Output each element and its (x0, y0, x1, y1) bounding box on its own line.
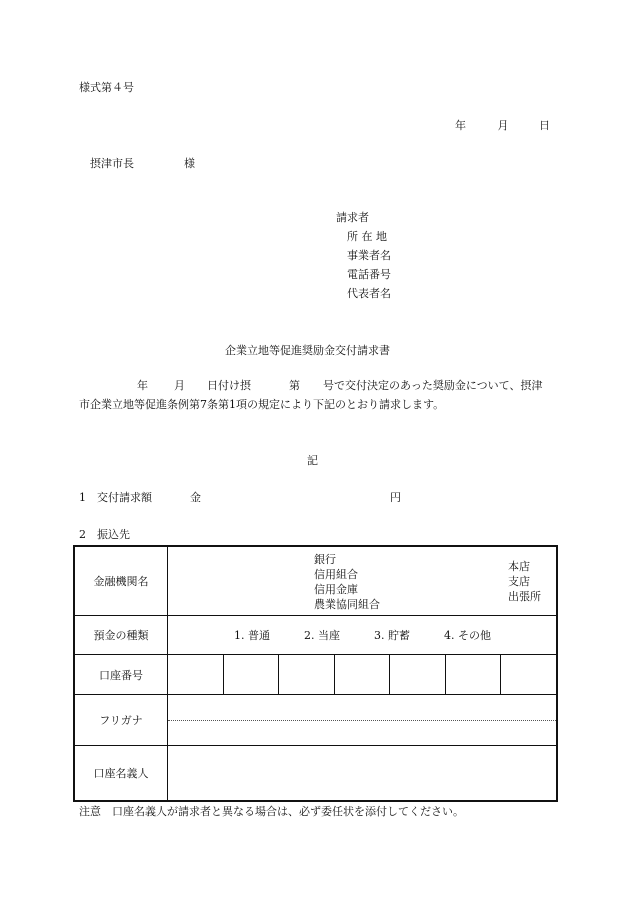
bank-type-bank: 銀行 (314, 553, 336, 566)
requester-representative: 代表者名 (347, 287, 391, 300)
deposit-type-ordinary: 1. 普通 (234, 629, 270, 642)
item1-label: 1 交付請求額 (79, 491, 152, 504)
date-day: 日 (539, 119, 550, 132)
addressee-honorific: 様 (184, 157, 195, 170)
item2-label: 2 振込先 (79, 528, 130, 541)
date-year: 年 (455, 119, 466, 132)
item1-kin: 金 (190, 491, 201, 504)
account-digit-box (278, 655, 334, 694)
deposit-label: 預金の種類 (74, 616, 168, 655)
bank-type-credit-union: 信用組合 (314, 568, 358, 581)
holder-row (74, 746, 557, 802)
bank-cell (168, 546, 558, 616)
addressee-name: 摂津市長 (90, 157, 134, 170)
ki-heading: 記 (307, 454, 318, 467)
furigana-row (74, 695, 557, 746)
furigana-cell (168, 695, 558, 746)
deposit-type-other: 4. その他 (444, 629, 491, 642)
holder-cell (168, 746, 558, 802)
date-month: 月 (497, 119, 509, 132)
account-digit-boxes (168, 655, 556, 694)
deposit-type-current: 2. 当座 (304, 629, 340, 642)
branch-type-list (508, 559, 541, 604)
item1-yen: 円 (390, 491, 401, 504)
body-month: 月 (174, 379, 185, 392)
date-line (455, 119, 550, 133)
account-digit-box (500, 655, 556, 694)
bank-type-shinkin: 信用金庫 (314, 583, 358, 596)
requester-business-name: 事業者名 (347, 249, 391, 262)
branch-type-head: 本店 (508, 560, 530, 573)
bank-type-agri-coop: 農業協同組合 (314, 598, 380, 611)
branch-type-sub: 出張所 (508, 590, 541, 603)
account-digit-box (168, 655, 223, 694)
body-line-1-rest: 号で交付決定のあった奨励金について、摂津 (323, 379, 543, 392)
body-line-2: 市企業立地等促進条例第7条第1項の規定により下記のとおり請求します。 (79, 398, 445, 411)
bank-label: 金融機関名 (74, 546, 168, 616)
branch-type-branch: 支店 (508, 575, 530, 588)
deposit-type-savings: 3. 貯蓄 (374, 629, 410, 642)
account-row (74, 655, 557, 695)
account-label: 口座番号 (74, 655, 168, 695)
account-digit-box (389, 655, 445, 694)
form-number: 様式第４号 (79, 81, 134, 94)
note: 注意 口座名義人が請求者と異なる場合は、必ず委任状を添付してください。 (79, 805, 464, 818)
account-digit-box (445, 655, 501, 694)
account-cell (168, 655, 558, 695)
payment-table (73, 545, 558, 802)
requester-phone: 電話番号 (347, 268, 391, 281)
account-digit-box (223, 655, 279, 694)
body-year: 年 (137, 379, 148, 392)
bank-type-list (314, 552, 380, 612)
deposit-row (74, 616, 557, 655)
holder-label: 口座名義人 (74, 746, 168, 802)
bank-row (74, 546, 557, 616)
body-day-text: 日付け摂 (207, 379, 251, 392)
furigana-divider (168, 720, 556, 721)
furigana-label: フリガナ (74, 695, 168, 746)
body-number-prefix: 第 (289, 379, 300, 392)
deposit-cell (168, 616, 558, 655)
requester-heading: 請求者 (336, 211, 369, 224)
document-title: 企業立地等促進奨励金交付請求書 (225, 344, 390, 357)
account-digit-box (334, 655, 390, 694)
requester-address: 所 在 地 (347, 230, 387, 243)
